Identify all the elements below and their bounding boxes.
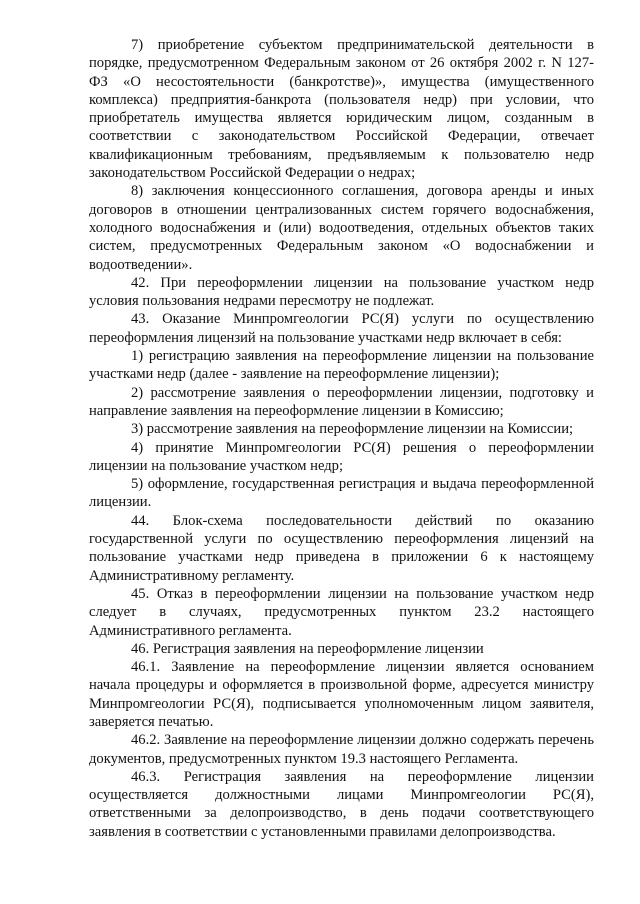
paragraph-46-2: 46.2. Заявление на переоформление лицензии должно содержать перечень документов, предусмотренных пунктом 19.3 настоящего Регламента. bbox=[89, 732, 594, 767]
paragraph-item-8: 8) заключения концессионного соглашения, договора аренды и иных договоров в отношении централизованных систем горячего водоснабжения, холодного водоснабжения и (или) водоотведения, отдельных объектов таких систем, предусмотренных Федеральным законом «О водоснабжении и водоотведении». bbox=[89, 183, 594, 273]
paragraph-44: 44. Блок-схема последовательности действий по оказанию государственной услуги по осуществлению переоформления лицензий на пользование участками недр приведена в приложении 6 к настоящему Административному регламенту. bbox=[89, 512, 594, 584]
paragraph-43-item-1: 1) регистрацию заявления на переоформление лицензии на пользование участками недр (далее - заявление на переоформление лицензии); bbox=[89, 348, 594, 383]
paragraph-46-3: 46.3. Регистрация заявления на переоформление лицензии осуществляется должностными лицами Минпромгеологии РС(Я), ответственными за делопроизводство, в день подачи соответствующего заявления в соответствии с установленными правилами делопроизводства. bbox=[89, 768, 594, 840]
paragraph-45: 45. Отказ в переоформлении лицензии на пользование участком недр следует в случаях, предусмотренных пунктом 23.2 настоящего Административного регламента. bbox=[89, 585, 594, 639]
paragraph-item-7: 7) приобретение субъектом предпринимательской деятельности в порядке, предусмотренном Федеральным законом от 26 октября 2002 г. N 127-ФЗ «О несостоятельности (банкротстве)», имущества (имущественного комплекса) предприятия-банкрота (пользователя недр) при условии, что приобретатель имущества является юридическим лицом, созданным в соответствии с законодательством Российской Федерации, отвечает квалификационным требованиям, предъявляемым к пользователю недр законодательством Российской Федерации о недрах; bbox=[89, 37, 594, 182]
document-body bbox=[89, 36, 594, 841]
paragraph-43-item-2: 2) рассмотрение заявления о переоформлении лицензии, подготовку и направление заявления на переоформление лицензии в Комиссию; bbox=[89, 384, 594, 419]
paragraph-43-item-4: 4) принятие Минпромгеологии РС(Я) решения о переоформлении лицензии на пользование участком недр; bbox=[89, 439, 594, 474]
paragraph-43-item-3: 3) рассмотрение заявления на переоформление лицензии на Комиссии; bbox=[131, 421, 574, 438]
paragraph-43: 43. Оказание Минпромгеологии РС(Я) услуги по осуществлению переоформления лицензий на пользование участками недр включает в себя: bbox=[89, 311, 594, 346]
paragraph-46-1: 46.1. Заявление на переоформление лицензии является основанием начала процедуры и оформляется в произвольной форме, адресуется министру Минпромгеологии РС(Я), подписывается уполномоченным лицом заявителя, заверяется печатью. bbox=[89, 659, 594, 730]
paragraph-43-item-5: 5) оформление, государственная регистрация и выдача переоформленной лицензии. bbox=[89, 476, 594, 511]
paragraph-42: 42. При переоформлении лицензии на пользование участком недр условия пользования недрами пересмотру не подлежат. bbox=[89, 274, 594, 310]
section-heading-46: 46. Регистрация заявления на переоформление лицензии bbox=[131, 640, 484, 657]
